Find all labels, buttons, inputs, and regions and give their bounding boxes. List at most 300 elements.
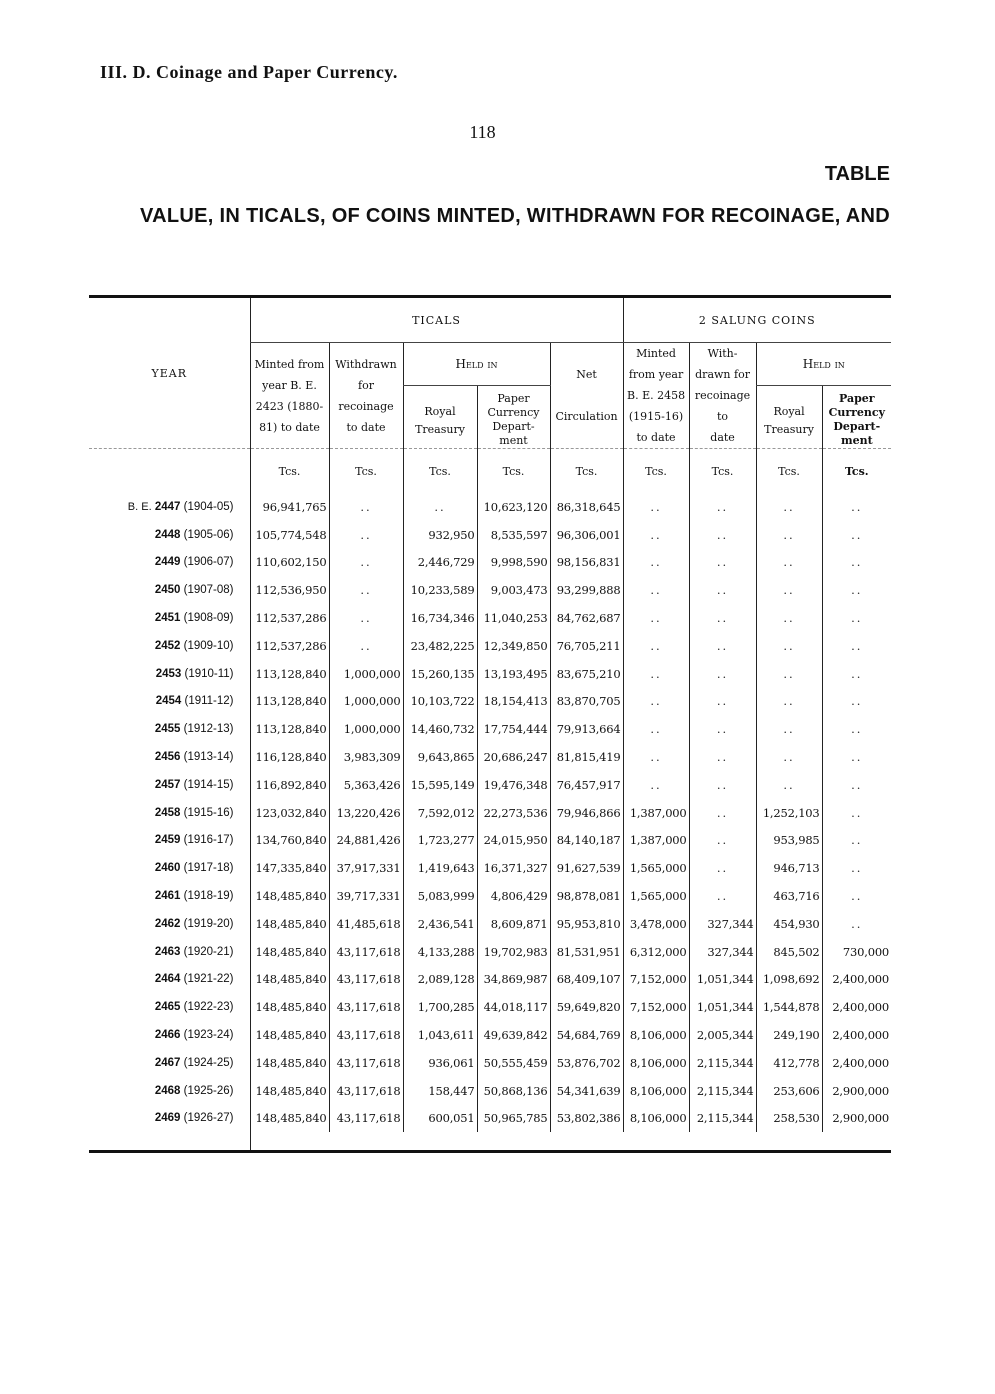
- year-number: 2451: [154, 612, 181, 625]
- salung-paper-cell: 2,400,000: [822, 993, 891, 1021]
- year-number: 2461: [154, 890, 181, 903]
- salung-withdrawn-cell: 327,344: [689, 910, 756, 938]
- unit-label: Tcs.: [623, 449, 689, 494]
- unit-label: Tcs.: [403, 449, 477, 494]
- currency-table: [89, 295, 891, 1153]
- paper-currency-cell: 11,040,253: [477, 604, 550, 632]
- royal-treasury-cell: 9,643,865: [403, 743, 477, 771]
- net-circulation-header: Net Circulation: [550, 343, 623, 449]
- table-row: [89, 799, 891, 827]
- year-period: (1924-25): [183, 1056, 234, 1069]
- table-row: [89, 743, 891, 771]
- salung-minted-cell: ..: [623, 632, 689, 660]
- salung-royal-cell: ..: [756, 632, 822, 660]
- salung-minted-cell: ..: [623, 493, 689, 521]
- net-circulation-cell: 81,815,419: [550, 743, 623, 771]
- salung-paper-currency-header: Paper Currency Depart- ment: [822, 386, 891, 449]
- ticals-withdrawn-cell: 1,000,000: [329, 660, 403, 688]
- ticals-minted-cell: 148,485,840: [250, 938, 329, 966]
- year-period: (1909-10): [183, 639, 234, 652]
- year-number: 2450: [154, 584, 181, 597]
- ticals-minted-cell: 112,537,286: [250, 604, 329, 632]
- net-circulation-cell: 79,913,664: [550, 715, 623, 743]
- salung-paper-cell: ..: [822, 771, 891, 799]
- year-period: (1919-20): [183, 917, 234, 930]
- year-number: 2460: [154, 862, 181, 875]
- salung-withdrawn-cell: ..: [689, 604, 756, 632]
- year-period: (1926-27): [183, 1112, 234, 1125]
- net-circulation-cell: 53,876,702: [550, 1049, 623, 1077]
- salung-paper-cell: 2,900,000: [822, 1105, 891, 1133]
- royal-treasury-cell: 936,061: [403, 1049, 477, 1077]
- salung-royal-cell: 953,985: [756, 827, 822, 855]
- salung-paper-cell: ..: [822, 882, 891, 910]
- net-circulation-cell: 68,409,107: [550, 966, 623, 994]
- net-circulation-cell: 79,946,866: [550, 799, 623, 827]
- year-cell: [89, 938, 250, 966]
- salung-withdrawn-cell: ..: [689, 576, 756, 604]
- year-cell: [89, 1077, 250, 1105]
- ticals-minted-cell: 148,485,840: [250, 882, 329, 910]
- salung-paper-cell: ..: [822, 576, 891, 604]
- year-number: 2457: [154, 778, 181, 791]
- ticals-minted-cell: 148,485,840: [250, 1049, 329, 1077]
- year-cell: [89, 771, 250, 799]
- salung-minted-cell: ..: [623, 660, 689, 688]
- paper-currency-cell: 17,754,444: [477, 715, 550, 743]
- net-circulation-cell: 76,705,211: [550, 632, 623, 660]
- year-header: YEAR: [151, 366, 188, 380]
- table-row: [89, 854, 891, 882]
- ticals-withdrawn-cell: 43,117,618: [329, 1049, 403, 1077]
- ticals-minted-cell: 148,485,840: [250, 1077, 329, 1105]
- year-cell: [89, 549, 250, 577]
- table-row: [89, 688, 891, 716]
- paper-currency-cell: 44,018,117: [477, 993, 550, 1021]
- year-cell: [89, 799, 250, 827]
- ticals-withdrawn-cell: ..: [329, 604, 403, 632]
- unit-label: Tcs.: [822, 449, 891, 494]
- paper-currency-cell: 49,639,842: [477, 1021, 550, 1049]
- ticals-withdrawn-cell: 43,117,618: [329, 938, 403, 966]
- salung-royal-treasury-header: Royal Treasury: [756, 386, 822, 449]
- ticals-withdrawn-cell: 13,220,426: [329, 799, 403, 827]
- ticals-minted-cell: 112,536,950: [250, 576, 329, 604]
- salung-minted-cell: 1,387,000: [623, 827, 689, 855]
- year-cell: [89, 910, 250, 938]
- table-row: [89, 660, 891, 688]
- year-cell: [89, 854, 250, 882]
- salung-royal-cell: 946,713: [756, 854, 822, 882]
- paper-currency-cell: 19,476,348: [477, 771, 550, 799]
- section-heading: III. D. Coinage and Paper Currency.: [100, 62, 398, 82]
- year-cell: [89, 576, 250, 604]
- salung-royal-cell: ..: [756, 771, 822, 799]
- ticals-group-header: TICALS: [250, 298, 623, 343]
- salung-paper-cell: 2,400,000: [822, 1049, 891, 1077]
- salung-royal-cell: 249,190: [756, 1021, 822, 1049]
- paper-currency-cell: 13,193,495: [477, 660, 550, 688]
- paper-currency-cell: 12,349,850: [477, 632, 550, 660]
- royal-treasury-cell: 932,950: [403, 521, 477, 549]
- royal-treasury-cell: 1,723,277: [403, 827, 477, 855]
- ticals-minted-cell: 148,485,840: [250, 993, 329, 1021]
- table-row: [89, 604, 891, 632]
- salung-royal-cell: ..: [756, 743, 822, 771]
- unit-label: Tcs.: [756, 449, 822, 494]
- year-period: (1920-21): [183, 945, 234, 958]
- net-circulation-cell: 84,762,687: [550, 604, 623, 632]
- royal-treasury-cell: 4,133,288: [403, 938, 477, 966]
- year-number: 2465: [154, 1001, 181, 1014]
- ticals-minted-cell: 134,760,840: [250, 827, 329, 855]
- salung-held-in-header: Held in: [756, 343, 891, 386]
- ticals-withdrawn-cell: 43,117,618: [329, 966, 403, 994]
- royal-treasury-cell: 5,083,999: [403, 882, 477, 910]
- salung-withdrawn-cell: 2,115,344: [689, 1049, 756, 1077]
- paper-currency-cell: 4,806,429: [477, 882, 550, 910]
- year-period: (1904-05): [183, 500, 234, 513]
- ticals-withdrawn-cell: ..: [329, 549, 403, 577]
- salung-royal-cell: ..: [756, 576, 822, 604]
- year-cell: [89, 604, 250, 632]
- net-circulation-cell: 95,953,810: [550, 910, 623, 938]
- salung-paper-cell: ..: [822, 743, 891, 771]
- royal-treasury-cell: 2,089,128: [403, 966, 477, 994]
- royal-treasury-cell: 158,447: [403, 1077, 477, 1105]
- royal-treasury-cell: 16,734,346: [403, 604, 477, 632]
- year-number: 2463: [154, 945, 181, 958]
- salung-withdrawn-cell: ..: [689, 549, 756, 577]
- salung-royal-cell: ..: [756, 604, 822, 632]
- royal-treasury-cell: ..: [403, 493, 477, 521]
- salung-royal-cell: 253,606: [756, 1077, 822, 1105]
- ticals-minted-cell: 148,485,840: [250, 1105, 329, 1133]
- year-number: 2458: [154, 806, 181, 819]
- salung-minted-cell: ..: [623, 715, 689, 743]
- salung-withdrawn-cell: 1,051,344: [689, 993, 756, 1021]
- paper-currency-cell: 24,015,950: [477, 827, 550, 855]
- salung-paper-cell: ..: [822, 632, 891, 660]
- salung-paper-cell: 2,900,000: [822, 1077, 891, 1105]
- ticals-withdrawn-header: Withdrawn for recoinage to date: [329, 343, 403, 449]
- ticals-minted-cell: 123,032,840: [250, 799, 329, 827]
- year-period: (1922-23): [183, 1001, 234, 1014]
- table-row: [89, 549, 891, 577]
- salung-minted-cell: ..: [623, 604, 689, 632]
- salung-paper-cell: 2,400,000: [822, 966, 891, 994]
- paper-currency-cell: 16,371,327: [477, 854, 550, 882]
- ticals-minted-cell: 112,537,286: [250, 632, 329, 660]
- salung-royal-cell: 412,778: [756, 1049, 822, 1077]
- year-cell: [89, 1105, 250, 1133]
- ticals-withdrawn-cell: 24,881,426: [329, 827, 403, 855]
- year-cell: [89, 688, 250, 716]
- year-period: (1918-19): [183, 890, 234, 903]
- salung-paper-cell: ..: [822, 854, 891, 882]
- year-number: 2468: [154, 1084, 181, 1097]
- net-circulation-cell: 84,140,187: [550, 827, 623, 855]
- year-number: 2454: [155, 695, 182, 708]
- salung-withdrawn-cell: ..: [689, 854, 756, 882]
- net-circulation-cell: 86,318,645: [550, 493, 623, 521]
- year-period: (1907-08): [183, 584, 234, 597]
- ticals-minted-cell: 148,485,840: [250, 966, 329, 994]
- salung-withdrawn-cell: 327,344: [689, 938, 756, 966]
- salung-paper-cell: ..: [822, 827, 891, 855]
- page-number: 118: [469, 122, 496, 142]
- salung-paper-cell: 730,000: [822, 938, 891, 966]
- year-period: (1917-18): [183, 862, 234, 875]
- ticals-withdrawn-cell: ..: [329, 521, 403, 549]
- year-cell: [89, 660, 250, 688]
- salung-paper-cell: ..: [822, 799, 891, 827]
- royal-treasury-cell: 2,436,541: [403, 910, 477, 938]
- net-circulation-cell: 53,802,386: [550, 1105, 623, 1133]
- ticals-minted-cell: 113,128,840: [250, 715, 329, 743]
- salung-withdrawn-cell: ..: [689, 715, 756, 743]
- ticals-withdrawn-cell: 43,117,618: [329, 1077, 403, 1105]
- royal-treasury-cell: 1,043,611: [403, 1021, 477, 1049]
- salung-minted-cell: 3,478,000: [623, 910, 689, 938]
- salung-minted-cell: 8,106,000: [623, 1077, 689, 1105]
- paper-currency-cell: 22,273,536: [477, 799, 550, 827]
- net-circulation-cell: 96,306,001: [550, 521, 623, 549]
- salung-royal-cell: 454,930: [756, 910, 822, 938]
- table-row: [89, 715, 891, 743]
- salung-minted-cell: 8,106,000: [623, 1105, 689, 1133]
- salung-minted-cell: ..: [623, 521, 689, 549]
- salung-royal-cell: ..: [756, 521, 822, 549]
- year-number: 2455: [154, 723, 181, 736]
- paper-currency-cell: 50,868,136: [477, 1077, 550, 1105]
- salung-withdrawn-cell: ..: [689, 521, 756, 549]
- year-period: (1911-12): [184, 695, 234, 708]
- salung-paper-cell: ..: [822, 493, 891, 521]
- ticals-minted-cell: 96,941,765: [250, 493, 329, 521]
- salung-withdrawn-cell: ..: [689, 743, 756, 771]
- salung-withdrawn-cell: ..: [689, 632, 756, 660]
- paper-currency-cell: 50,555,459: [477, 1049, 550, 1077]
- net-circulation-cell: 83,870,705: [550, 688, 623, 716]
- salung-withdrawn-cell: ..: [689, 882, 756, 910]
- salung-withdrawn-cell: ..: [689, 660, 756, 688]
- ticals-withdrawn-cell: 3,983,309: [329, 743, 403, 771]
- paper-currency-cell: 18,154,413: [477, 688, 550, 716]
- salung-minted-cell: 1,387,000: [623, 799, 689, 827]
- salung-paper-cell: ..: [822, 715, 891, 743]
- year-number: 2456: [154, 751, 181, 764]
- salung-royal-cell: ..: [756, 493, 822, 521]
- year-number: 2467: [154, 1056, 181, 1069]
- year-period: (1906-07): [183, 556, 234, 569]
- ticals-withdrawn-cell: 37,917,331: [329, 854, 403, 882]
- salung-paper-cell: ..: [822, 688, 891, 716]
- salung-minted-cell: 6,312,000: [623, 938, 689, 966]
- table-row: [89, 493, 891, 521]
- year-period: (1912-13): [183, 723, 234, 736]
- ticals-withdrawn-cell: 41,485,618: [329, 910, 403, 938]
- year-cell: [89, 882, 250, 910]
- unit-label: Tcs.: [477, 449, 550, 494]
- salung-withdrawn-cell: ..: [689, 827, 756, 855]
- net-circulation-cell: 93,299,888: [550, 576, 623, 604]
- royal-treasury-cell: 10,103,722: [403, 688, 477, 716]
- salung-group-header: 2 SALUNG COINS: [623, 298, 891, 343]
- year-cell: [89, 632, 250, 660]
- paper-currency-cell: 8,609,871: [477, 910, 550, 938]
- salung-paper-cell: ..: [822, 604, 891, 632]
- year-period: (1905-06): [183, 528, 234, 541]
- year-period: (1923-24): [183, 1029, 234, 1042]
- year-period: (1915-16): [183, 806, 234, 819]
- net-circulation-cell: 76,457,917: [550, 771, 623, 799]
- ticals-minted-header: Minted from year B. E. 2423 (1880- 81) to date: [250, 343, 329, 449]
- royal-treasury-header: Royal Treasury: [403, 386, 477, 449]
- year-cell: [89, 493, 250, 521]
- era-prefix: B. E.: [127, 500, 152, 513]
- salung-royal-cell: 258,530: [756, 1105, 822, 1133]
- unit-label: Tcs.: [329, 449, 403, 494]
- year-period: (1921-22): [183, 973, 234, 986]
- salung-paper-cell: ..: [822, 549, 891, 577]
- salung-royal-cell: 1,544,878: [756, 993, 822, 1021]
- unit-label: Tcs.: [250, 449, 329, 494]
- year-cell: [89, 715, 250, 743]
- net-circulation-cell: 81,531,951: [550, 938, 623, 966]
- table-row: [89, 993, 891, 1021]
- year-period: (1913-14): [183, 751, 234, 764]
- year-number: 2464: [154, 973, 181, 986]
- ticals-minted-cell: 148,485,840: [250, 910, 329, 938]
- salung-royal-cell: 1,252,103: [756, 799, 822, 827]
- year-period: (1925-26): [183, 1084, 234, 1097]
- table-row: [89, 1021, 891, 1049]
- ticals-withdrawn-cell: 43,117,618: [329, 993, 403, 1021]
- year-number: 2448: [154, 528, 181, 541]
- salung-royal-cell: 463,716: [756, 882, 822, 910]
- year-number: 2469: [154, 1112, 181, 1125]
- net-circulation-cell: 98,878,081: [550, 882, 623, 910]
- paper-currency-cell: 19,702,983: [477, 938, 550, 966]
- net-circulation-cell: 59,649,820: [550, 993, 623, 1021]
- table-row: [89, 576, 891, 604]
- salung-paper-cell: 2,400,000: [822, 1021, 891, 1049]
- salung-minted-cell: 7,152,000: [623, 993, 689, 1021]
- year-cell: [89, 743, 250, 771]
- salung-minted-cell: 1,565,000: [623, 854, 689, 882]
- paper-currency-cell: 9,003,473: [477, 576, 550, 604]
- ticals-withdrawn-cell: 5,363,426: [329, 771, 403, 799]
- ticals-withdrawn-cell: 43,117,618: [329, 1105, 403, 1133]
- salung-paper-cell: ..: [822, 521, 891, 549]
- ticals-withdrawn-cell: ..: [329, 632, 403, 660]
- salung-withdrawn-cell: 2,115,344: [689, 1077, 756, 1105]
- net-circulation-cell: 91,627,539: [550, 854, 623, 882]
- salung-withdrawn-cell: ..: [689, 493, 756, 521]
- salung-minted-cell: 7,152,000: [623, 966, 689, 994]
- ticals-withdrawn-cell: ..: [329, 576, 403, 604]
- year-period: (1914-15): [183, 778, 234, 791]
- salung-minted-cell: ..: [623, 576, 689, 604]
- year-number: 2459: [154, 834, 181, 847]
- royal-treasury-cell: 1,419,643: [403, 854, 477, 882]
- salung-withdrawn-cell: 2,005,344: [689, 1021, 756, 1049]
- salung-royal-cell: 845,502: [756, 938, 822, 966]
- year-cell: [89, 1049, 250, 1077]
- ticals-held-in-header: Held in: [403, 343, 550, 386]
- salung-withdrawn-cell: ..: [689, 771, 756, 799]
- net-circulation-cell: 54,684,769: [550, 1021, 623, 1049]
- ticals-minted-cell: 113,128,840: [250, 660, 329, 688]
- royal-treasury-cell: 1,700,285: [403, 993, 477, 1021]
- year-period: (1916-17): [183, 834, 234, 847]
- paper-currency-cell: 10,623,120: [477, 493, 550, 521]
- ticals-withdrawn-cell: 39,717,331: [329, 882, 403, 910]
- table-row: [89, 938, 891, 966]
- salung-minted-header: Minted from year B. E. 2458 (1915-16) to date: [623, 343, 689, 449]
- year-cell: [89, 521, 250, 549]
- ticals-minted-cell: 116,128,840: [250, 743, 329, 771]
- salung-minted-cell: ..: [623, 688, 689, 716]
- ticals-minted-cell: 116,892,840: [250, 771, 329, 799]
- table-bottom-rule: [89, 1150, 891, 1153]
- table-row: [89, 1077, 891, 1105]
- year-cell: [89, 1021, 250, 1049]
- ticals-withdrawn-cell: 43,117,618: [329, 1021, 403, 1049]
- ticals-minted-cell: 148,485,840: [250, 1021, 329, 1049]
- salung-minted-cell: ..: [623, 743, 689, 771]
- paper-currency-cell: 9,998,590: [477, 549, 550, 577]
- salung-minted-cell: 8,106,000: [623, 1049, 689, 1077]
- net-circulation-cell: 54,341,639: [550, 1077, 623, 1105]
- table-row: [89, 771, 891, 799]
- salung-royal-cell: ..: [756, 549, 822, 577]
- salung-withdrawn-cell: ..: [689, 688, 756, 716]
- salung-minted-cell: 8,106,000: [623, 1021, 689, 1049]
- year-number: 2447: [154, 500, 181, 513]
- ticals-withdrawn-cell: 1,000,000: [329, 715, 403, 743]
- unit-label: Tcs.: [689, 449, 756, 494]
- year-number: 2453: [155, 667, 182, 680]
- paper-currency-cell: 34,869,987: [477, 966, 550, 994]
- main-title: VALUE, IN TICALS, OF COINS MINTED, WITHDRAWN FOR RECOINAGE, AND: [140, 205, 890, 227]
- table-row: [89, 966, 891, 994]
- year-number: 2452: [154, 639, 181, 652]
- salung-royal-cell: ..: [756, 715, 822, 743]
- salung-minted-cell: ..: [623, 771, 689, 799]
- table-label: TABLE: [824, 163, 890, 185]
- royal-treasury-cell: 14,460,732: [403, 715, 477, 743]
- salung-paper-cell: ..: [822, 910, 891, 938]
- paper-currency-cell: 50,965,785: [477, 1105, 550, 1133]
- net-circulation-cell: 83,675,210: [550, 660, 623, 688]
- year-cell: [89, 966, 250, 994]
- salung-withdrawn-cell: 2,115,344: [689, 1105, 756, 1133]
- salung-minted-cell: ..: [623, 549, 689, 577]
- royal-treasury-cell: 7,592,012: [403, 799, 477, 827]
- table-row: [89, 910, 891, 938]
- royal-treasury-cell: 15,595,149: [403, 771, 477, 799]
- salung-withdrawn-cell: 1,051,344: [689, 966, 756, 994]
- year-period: (1908-09): [183, 612, 234, 625]
- table-row: [89, 1105, 891, 1133]
- table-row: [89, 882, 891, 910]
- year-cell: [89, 827, 250, 855]
- salung-paper-cell: ..: [822, 660, 891, 688]
- salung-withdrawn-cell: ..: [689, 799, 756, 827]
- paper-currency-header: Paper Currency Depart- ment: [477, 386, 550, 449]
